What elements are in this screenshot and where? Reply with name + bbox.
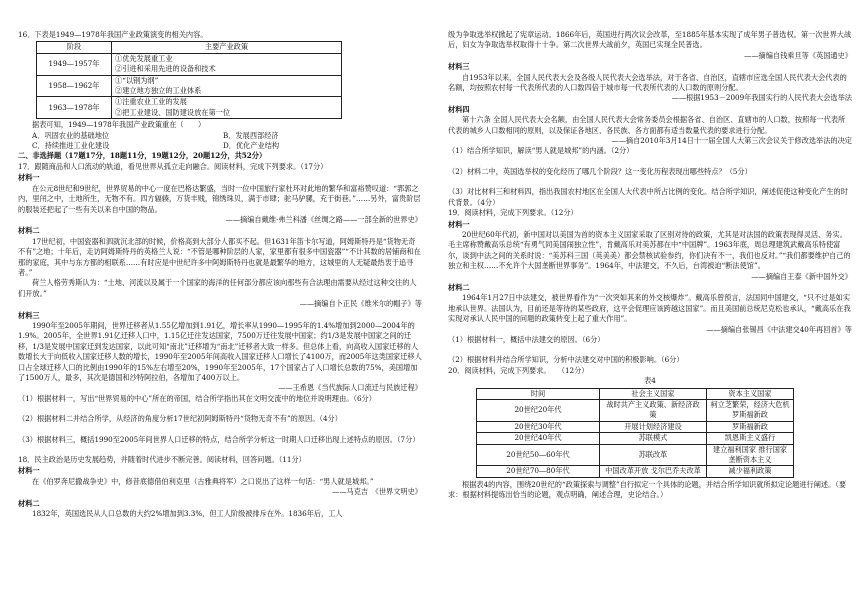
table4-row (477, 400, 794, 422)
q20-question: 根据表4的内容，围绕20世纪的“政策探索与调整”自行拟定一个具体的论题，并结合所学知识就所拟定论题进行阐述。（要求：根据材料提炼出恰当的论题，观点明确，阐述合理，史论结合。） (448, 479, 847, 500)
table4-capitalist: 凯恩斯主义盛行 (707, 433, 794, 444)
table4-row (477, 466, 794, 477)
q18-material-2: 1832年，英国选民从人口总数的大约2%增加到3.3%，但工人阶级被排斥在外。1836年后，工人 (32, 509, 343, 519)
q20-stem: 20．阅读材料，完成下列要求。 （12分） (448, 365, 589, 375)
answer-space[interactable] (448, 345, 852, 355)
policy-table-row (37, 97, 342, 119)
material-label: 材料二 (18, 226, 40, 236)
material-label: 材料三 (448, 62, 470, 72)
option-b: B．发展西部经济 (223, 130, 279, 140)
policy-items (112, 53, 342, 75)
q18-subquestion-2: （2）材料二中，英国选举权的变化经历了哪几个阶段？这一变化历程表现出哪些特点？（5分） (448, 166, 752, 176)
table4-header-capitalist: 资本主义国家 (707, 388, 794, 399)
material-label: 材料二 (18, 498, 40, 508)
table4-header-time: 时间 (477, 388, 600, 399)
table4-era: 20世纪40年代 (477, 433, 600, 444)
policy-item: ①注重农业工业的发展 (115, 97, 187, 107)
material-source: ——摘自2010年3月14日十一届全国人大第三次会议关于修改选举法的决定 (611, 136, 852, 146)
policy-items (112, 75, 342, 97)
table-caption: 表4 (644, 376, 656, 386)
table4-socialist: 苏联改革 (600, 444, 707, 466)
table4-capitalist: 建立福利国家 推行国家垄断资本主义 (707, 444, 794, 466)
table4-socialist: 中国改革开放 戈尔巴乔夫改革 (600, 466, 707, 477)
table4-era: 20世纪30年代 (477, 421, 600, 432)
material-source: ——摘编自王泰《新中国外交》 (751, 271, 852, 281)
table4-socialist: 开展计划经济建设 (600, 421, 707, 432)
table4-header-socialist: 社会主义国家 (600, 388, 707, 399)
table4-era: 20世纪20年代 (477, 400, 600, 422)
q19-material-2: 1964年1月27日中法建交，被世界看作为“一次突如其来的外交核爆炸”。戴高乐曾预言，法国同中国建交，“只不过是如实地承认世界。法国认为，目前还是等待的某些政府，这平会促理应该跨越这国家”。而且美国前总统尼克松也承认，“戴高乐在我实现对承认人民中国的问题的政策转变上起了重大作用”。 (448, 293, 851, 324)
answer-space[interactable] (448, 177, 852, 187)
policy-table-header-row (37, 42, 342, 53)
answer-space[interactable] (18, 425, 422, 435)
q18-stem: 18．民主政治是历史发展趋势，并随着时代进步不断完善。阅读材料，回答问题。（11分） (18, 455, 306, 465)
policy-item: ②把工业建设、国防建设放在第一位 (115, 107, 231, 117)
q17-subquestion-1: （1）根据材料一，写出“世界贸易的中心”所在的帝国，结合所学指出其在文明交流中的地位并说明理由。（6分） (18, 393, 376, 403)
table4-era: 20世纪70—80年代 (477, 466, 600, 477)
q17-material-3: 1990年至2005年期间，世界迁移者从1.55亿增加到1.91亿，增长率从1990—1995年的1.4%增加到2000—2004年的1.9%。2005年，全世界1.91亿迁移人口中，1.15亿迁往发达国家，7500万迁往发展中国家；约1/3是发展中国家之间的迁移，1/3是发展中国家迁到发达国家，以此可知“南北”迁移增为“南北”迁移者大致一样多。但总体上看，向高收入国家迁移的人数增长大于向低收入国家迁移人数的增长，1990年至2005年间高收入国家迁移人口增长了4100万，而2005年这类国家迁移人口占全球迁移人口的比例由1990年的15%左右增至20%，1990年至2005年，17个国家占了人口增长总数的75%，美国增加了1500万人，最多，其次是德国和沙特阿拉伯，各增加了400万以上。 (18, 320, 422, 382)
policy-table-row (37, 53, 342, 75)
policy-table (36, 41, 342, 119)
section-heading: 二、非选择题（17题17分，18题11分，19题12分，20题12分，共52分） (18, 151, 267, 161)
table4-row (477, 433, 794, 444)
table4-capitalist: 柯立芝繁荣，经济大危机 罗斯福新政 (707, 400, 794, 422)
table4-socialist: 战时共产主义政策、新经济政策 (600, 400, 707, 422)
q17-material-1: 在公元8世纪和9世纪，世界贸易的中心一度在巴格达繁盛，当时一位中国旅行家杜环对此地的繁华和富裕赞叹道：“郛郭之内，里闬之中，土地所生，无物不有。四方辐辏，万货丰贱，锦绣珠贝，满于市肆；驼马驴骡，充于街巷。”……另外，富贵阶层的服装还把起了一些有关以来自中国的物品。 (18, 183, 421, 214)
material-source: ——根据1953－2009年我国实行的人民代表大会选举法 (671, 93, 852, 103)
right-column (448, 30, 852, 501)
answer-space[interactable] (448, 157, 852, 167)
table4-capitalist: 减少福利政策 (707, 466, 794, 477)
q18-material-2-continued: 级为争取选举权掀起了宪章运动。1866年后，英国进行两次议会改革，至1885年基本实现了成年男子普选权。第一次世界大战后，妇女为争取选举权取得十十争。第二次世界大战前夕，英国已实现全民普选。 (448, 30, 852, 50)
q18-material-3: 自1953年以来，全国人民代表大会及各级人民代表大会选举法，对于各省、自治区，直辖市应选全国人民代表大会代表的名额，均按照农村每一代表所代表的人口数四倍于城市每一代表所代表的人口数的原则分配。 (448, 72, 847, 93)
q17-subquestion-3: （3）根据材料三，概括1990至2005年间世界人口迁移的特点，结合所学分析这一时期人口迁移出现上述特点的原因。（7分） (18, 434, 420, 444)
q16-stem: 16．下表是1949—1978年我国产业政策演变的相关内容。 (18, 30, 208, 39)
table4-socialist: 苏联模式 (600, 433, 707, 444)
policy-period: 1949—1957年 (37, 53, 112, 75)
q19-subquestion-2: （2）根据材料并结合所学知识，分析中法建交对中国的积极影响。（6分） (448, 355, 684, 365)
q18-subquestion-1: （1）结合所学知识，解读“男人就是城邦”的内涵。（2分） (448, 146, 634, 156)
left-column (18, 30, 422, 519)
policy-item: ②引进和采用先进的设备和技术 (115, 64, 216, 74)
policy-period: 1958—1962年 (37, 75, 112, 97)
table4-header-row (477, 388, 794, 399)
policy-table-row (37, 75, 342, 97)
table4-capitalist: 罗斯福新政 (707, 421, 794, 432)
table4-era: 20世纪50—60年代 (477, 444, 600, 466)
policy-comparison-table (476, 388, 794, 478)
policy-period: 1963—1978年 (37, 97, 112, 119)
material-label: 材料四 (448, 104, 470, 114)
material-label: 材料一 (18, 466, 40, 476)
q17-material-2b: 荷兰人格劳秀斯认为：“土地、河流以及属于一个国家的海洋的任何部分都应该向那些有合法理由需要从经过这种交往的人们开放。” (18, 278, 417, 298)
q18-material-1: 在《伯罗奔尼撒战争史》中，修昔底德借伯利克里（古雅典将军）之口说出了这样一句话：“男人就是城邦。” (32, 476, 374, 486)
answer-space[interactable] (18, 404, 422, 414)
q17-stem: 17．跟随商品和人口流动的轨道，看见世界从孤立走向融合。阅读材料，完成下列要求。（17分） (18, 161, 328, 171)
policy-table-header-policy: 主要产业政策 (112, 42, 342, 53)
material-source: ——马克吉 《世界文明史》 (332, 487, 422, 497)
option-a: A．巩固农业的基础地位 (32, 130, 110, 140)
material-source: ——摘编自张锡昌《中法建交40年再回首》等 (706, 324, 852, 334)
option-d: D．优化产业结构 (223, 141, 280, 151)
material-label: 材料三 (18, 310, 40, 320)
answer-space[interactable] (18, 445, 422, 455)
material-label: 材料一 (448, 219, 470, 229)
q19-material-1: 20世纪60年代初，新中国对以美国为首的资本主义国家采取了区别对待的政策，尤其是对法国的政策表现得灵活、务实。毛主席称赞戴高乐总统“有勇气同美国闹独立性”，肯戴高乐对美苏都在中“中国牌”。1963年底，周总理建筑武戴高乐特使富尔，谈到中法之间的关系时说：“美苏科三国（英美美）都会禁核试验参约，你们决有不一，我们也反对。”“我们都要维护自己的独立和主权……不允许个大国垄断世界事务”。1964年，中法建交，不久后，台湾被迫“断法使馆”。 (448, 229, 851, 271)
q18-material-4: 第十六条 全国人民代表大会名额，由全国人民代表大会常务委员会根据各省、自治区、直辖市的人口数，按照每一代表所代表的城乡人口数相同的原则，以及保证各地区、各民族、各方面都有适当数量代表的要求进行分配。 (448, 115, 846, 135)
policy-items (112, 97, 342, 119)
table4-row (477, 444, 794, 466)
q16-options (18, 131, 422, 152)
policy-item: ②建立地方独立的工业体系 (115, 86, 202, 96)
material-source: ——摘编自卜正民《维米尔的帽子》等 (299, 299, 422, 309)
material-label: 材料一 (18, 173, 40, 183)
q16-question: 据表可知，1949—1978年我国产业政策重在（ ） (32, 120, 206, 130)
q19-stem: 19．阅读材料，完成下列要求。（12分） (448, 208, 578, 218)
q19-subquestion-1: （1）根据材料一，概括中法建交的原因。（6分） (448, 334, 605, 344)
policy-item: ①“以钢为纲” (115, 75, 159, 85)
policy-item: ①优先发展重工业 (115, 53, 173, 63)
material-source: ——王希恩《当代族际人口流迁与民族迁程》 (278, 383, 422, 393)
option-c: C．持续推进工业化建设 (32, 141, 110, 151)
q18-subquestion-3: （3）对比材料三和材料四，指出我国农村地区在全国人大代表中所占比例的变化。结合所学知识，阐述促使这种变化产生的时代背景。（4分） (448, 187, 848, 207)
policy-table-header-period: 阶段 (37, 42, 112, 53)
table4-row (477, 421, 794, 432)
material-label: 材料二 (448, 282, 470, 292)
material-source: ——摘编自钱乘旦等《英国通史》 (744, 50, 852, 60)
material-source: ——摘编自戴维·弗兰科潘《丝绸之路——一部全新的世界史》 (225, 214, 422, 224)
q17-material-2a: 17世纪初，中国瓷器和泗就沉北部的时候，价格高到大部分人都买不起。但1631年笛卡尔写道，阿姆斯特丹是“货物无奇不有”之地；十年后，走访阿姆斯特丹的英格兰人说：“不管是哪种阶层的人家，家里都有很多中国瓷器”“不计其数的居铺商和在那的家庭，其中与东方都的相联系……有时应是中世纪许多中阿姆斯特丹也就是最繁华的地方，这城里的人无疑最热衷于追寻者。” (18, 236, 421, 277)
q17-subquestion-2: （2）根据材料二并结合所学，从经济的角度分析17世纪初阿姆斯特丹“货物无奇不有”的原因。（4分） (18, 414, 342, 424)
